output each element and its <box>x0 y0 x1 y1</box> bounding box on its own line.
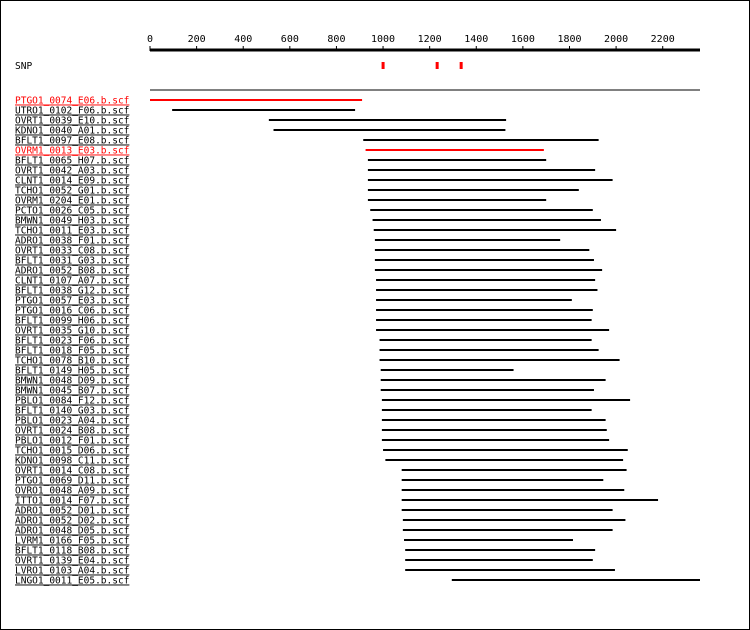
axis-tick-label: 1400 <box>464 34 489 45</box>
read-label: BFLT1_0065_H07.b.scf <box>15 155 130 167</box>
snp-marker <box>382 62 385 69</box>
axis-tick-label: 2000 <box>604 34 629 45</box>
read-label: BMWN1_0045_B07.b.scf <box>15 385 130 397</box>
read-label: ADRO1_0048_D05.b.scf <box>15 525 130 537</box>
read-label: PBLO1_0084_F12.b.scf <box>15 395 130 407</box>
read-label: PBLO1_0012_F01.b.scf <box>15 435 130 447</box>
read-label: CLNT1_0014_E09.b.scf <box>15 175 130 187</box>
axis-tick-label: 1800 <box>557 34 582 45</box>
read-label: OVRT1_0039_E10.b.scf <box>15 115 130 127</box>
read-label: OVRM1_0013_E03.b.scf <box>15 145 130 157</box>
read-label: BFLT1_0031_G03.b.scf <box>15 255 130 267</box>
read-label: BMWN1_0049_H03.b.scf <box>15 215 130 227</box>
read-label: OVRT1_0033_C08.b.scf <box>15 245 130 257</box>
read-label: KDNO1_0098_C11.b.scf <box>15 455 130 467</box>
axis-tick-label: 800 <box>327 34 346 45</box>
axis-tick-label: 600 <box>280 34 299 45</box>
read-label: TCHO1_0052_G01.b.scf <box>15 185 130 197</box>
read-label: BFLT1_0023_F06.b.scf <box>15 335 130 347</box>
axis-tick-label: 200 <box>187 34 206 45</box>
snp-track <box>15 61 463 72</box>
read-label: LNGO1_0011_E05.b.scf <box>15 575 130 587</box>
read-label: PCTO1_0026_C05.b.scf <box>15 205 130 217</box>
read-label: OVRT1_0139_E04.b.scf <box>15 555 130 567</box>
axis-tick-label: 1200 <box>417 34 442 45</box>
read-label: OVRT1_0024_B08.b.scf <box>15 425 130 437</box>
read-label: BFLT1_0149_H05.b.scf <box>15 365 130 377</box>
read-label: KDNO1_0040_A01.b.scf <box>15 125 130 137</box>
axis-tick-label: 1000 <box>371 34 396 45</box>
read-label: BFLT1_0118_B08.b.scf <box>15 545 130 557</box>
read-label: TCHO1_0078_B10.b.scf <box>15 355 130 367</box>
read-list <box>15 96 700 587</box>
axis-tick-label: 2200 <box>650 34 675 45</box>
axis-tick-label: 400 <box>234 34 253 45</box>
read-label: PTGO1_0016_C06.b.scf <box>15 305 130 317</box>
read-label: CLNT1_0107_A07.b.scf <box>15 275 130 287</box>
read-label: UTRO1_0102_F06.b.scf <box>15 105 130 117</box>
read-label: ADRO1_0052_D01.b.scf <box>15 505 130 517</box>
read-label: OVRT1_0014_C08.b.scf <box>15 465 130 477</box>
read-label: PTGO1_0057_E03.b.scf <box>15 295 130 307</box>
read-label: PTGO1_0069_D11.b.scf <box>15 475 130 487</box>
read-label: TCHO1_0015_D06.b.scf <box>15 445 130 457</box>
read-label: BMWN1_0048_D09.b.scf <box>15 375 130 387</box>
read-label: LVRM1_0166_F05.b.scf <box>15 535 130 547</box>
read-label: BFLT1_0140_G03.b.scf <box>15 405 130 417</box>
read-label: TCHO1_0011_E03.b.scf <box>15 225 130 237</box>
read-label: OVRT1_0042_A03.b.scf <box>15 165 130 177</box>
axis-tick-label: 0 <box>146 34 154 45</box>
read-label: BFLT1_0099_H06.b.scf <box>15 315 130 327</box>
read-link[interactable] <box>15 576 129 587</box>
read-label: ADRO1_0052_B08.b.scf <box>15 265 130 277</box>
read-label: LVRO1_0103_A04.b.scf <box>15 565 130 577</box>
read-label: BFLT1_0097_E08.b.scf <box>15 135 130 147</box>
read-label: OVRO1_0048_A09.b.scf <box>15 485 130 497</box>
read-label: ADRO1_0052_D02.b.scf <box>15 515 130 527</box>
snp-marker <box>436 62 439 69</box>
snp-label: SNP <box>15 61 33 72</box>
read-label: OVRT1_0035_G10.b.scf <box>15 325 130 337</box>
snp-marker <box>460 62 463 69</box>
read-label: OVRM1_0204_E01.b.scf <box>15 195 130 207</box>
position-axis <box>147 34 700 51</box>
axis-tick-label: 1600 <box>510 34 535 45</box>
read-label: PTGO1_0074_E06.b.scf <box>15 95 130 107</box>
read-label: BFLT1_0038_G12.b.scf <box>15 285 130 297</box>
read-label: ADRO1_0038_F01.b.scf <box>15 235 130 247</box>
read-label: BFLT1_0018_F05.b.scf <box>15 345 130 357</box>
read-label: PBLO1_0023_A04.b.scf <box>15 415 130 427</box>
read-label: ITTO1_0014_F07.b.scf <box>15 495 130 507</box>
